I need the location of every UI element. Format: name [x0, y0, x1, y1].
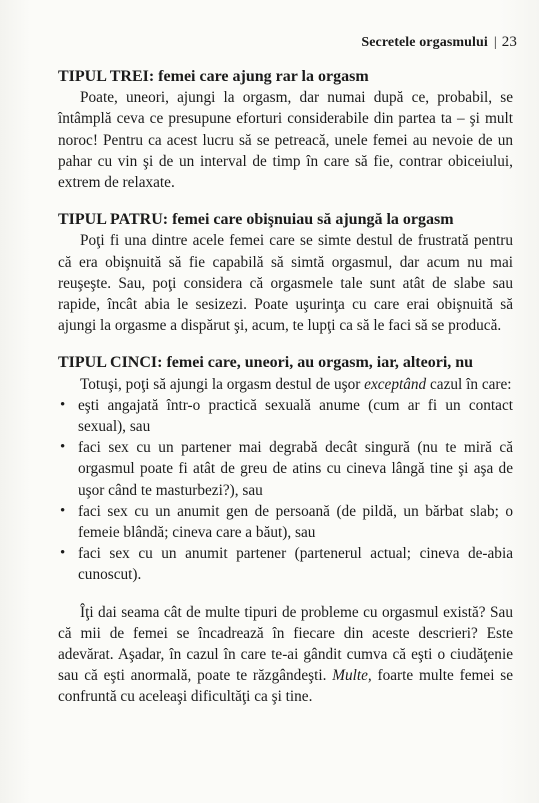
- closing-text: Îţi dai seama cât de multe tipuri de probleme cu orgasmul există? Sau că mii de femei se încadrează în fiecare din aceste descrieri? Este adevărat. Aşadar, în cazul în care te-ai gândit cumva că eşti o ciudăţenie sau că eşti anormală, poate te răzgândeşti.: [58, 603, 513, 685]
- list-item: [58, 395, 513, 437]
- page-content: [58, 66, 513, 708]
- page-number: 23: [501, 34, 517, 50]
- closing-text-end: foarte multe femei se confruntă cu aceleaşi dificultăţi ca şi tine.: [58, 667, 513, 706]
- section-type-five: [58, 352, 513, 585]
- section-type-three: [58, 66, 513, 193]
- list-item-text: faci sex cu un anumit gen de persoană (de pildă, un bărbat slab; o femeie blândă; cineva care a băut), sau: [78, 502, 513, 542]
- section-type-four: [58, 209, 513, 336]
- bullet-icon: •: [60, 396, 66, 413]
- bullet-list: [58, 395, 513, 586]
- header-separator: |: [493, 35, 497, 50]
- section-intro: [58, 374, 513, 395]
- bullet-icon: •: [60, 502, 66, 519]
- intro-text-end: cazul în care:: [426, 375, 512, 393]
- running-title: Secretele orgasmului: [361, 35, 488, 50]
- list-item-text: eşti angajată într-o practică sexuală anume (cum ar fi un contact sexual), sau: [78, 396, 513, 436]
- bullet-icon: •: [60, 439, 66, 456]
- list-item: [58, 437, 513, 501]
- list-item-text: faci sex cu un partener mai degrabă decât singură (nu te miră că orgasmul poate fi atât de greu de atins cu cineva lângă tine şi aşa de uşor când te masturbezi?), sau: [78, 439, 513, 499]
- intro-emphasis: exceptând: [364, 375, 427, 393]
- intro-text: Totuşi, poţi să ajungi la orgasm destul de uşor: [80, 375, 365, 393]
- bullet-icon: •: [60, 545, 66, 562]
- section-heading: TIPUL PATRU: femei care obişnuiau să ajungă la orgasm: [58, 211, 454, 229]
- section-heading: TIPUL TREI: femei care ajung rar la orgasm: [58, 68, 369, 85]
- list-item: [58, 501, 513, 543]
- list-item: [58, 543, 513, 585]
- section-paragraph: Poţi fi una dintre acele femei care se simte destul de frustrată pentru că era obişnuită să fie capabilă să simtă orgasmul, dar acum nu mai reuşeşte. Sau, poţi considera că orgasmele tale sunt atât de slabe sau rapide, încât abia le sesizezi. Poate uşurinţa cu care erai obişnuită să ajungi la orgasme a dispărut şi, acum, te lupţi ca să le faci să se producă.: [58, 232, 513, 335]
- closing-emphasis: Multe,: [332, 667, 372, 685]
- section-heading: TIPUL CINCI: femei care, uneori, au orgasm, iar, alteori, nu: [58, 354, 474, 372]
- list-item-text: faci sex cu un anumit partener (partenerul actual; cineva de-abia cunoscut).: [78, 545, 513, 584]
- section-paragraph: Poate, uneori, ajungi la orgasm, dar numai după ce, probabil, se întâmplă ceva ce presupune eforturi considerabile din partea ta – şi mult noroc! Pentru ca acest lucru să se petreacă, unele femei au nevoie de un pahar cu vin şi de un interval de timp în care să fie, contrar obiceiului, extrem de relaxate.: [58, 89, 513, 192]
- running-head: [361, 34, 517, 51]
- closing-paragraph: [58, 602, 513, 708]
